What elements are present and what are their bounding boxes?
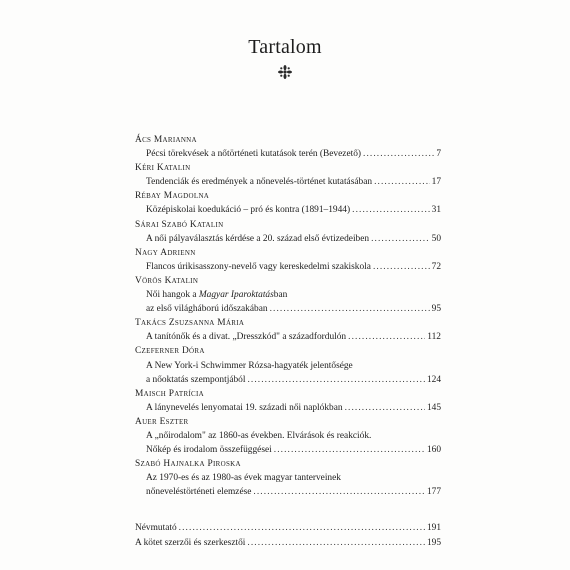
entry-title: A tanítónők és a divat. „Dresszkód" a századfordulón <box>146 332 347 343</box>
leader-dots <box>274 443 425 457</box>
entry-title-line[interactable] <box>135 147 441 161</box>
entry-title: Nőkép és irodalom összefüggései <box>146 445 272 456</box>
entry-title-line[interactable] <box>135 232 441 246</box>
leader-dots <box>348 330 425 344</box>
leader-dots <box>253 485 425 499</box>
entry-title-part: ban <box>273 290 288 301</box>
entry-title: Középiskolai koedukáció – pró és kontra (1891–1944) <box>146 205 351 216</box>
page-number: 191 <box>426 523 441 534</box>
floral-ornament-icon <box>277 64 293 80</box>
entry-title-line[interactable] <box>135 302 441 316</box>
leader-dots <box>179 521 425 535</box>
entry-author: Nagy Adrienn <box>135 247 196 258</box>
entry-title-italic: Magyar Iparoktatás <box>198 290 274 301</box>
entry-title-line[interactable] <box>135 373 441 387</box>
entry-title: Flancos úrikisasszony-nevelő vagy kereskedelmi szakiskola <box>146 261 371 272</box>
table-of-contents <box>135 133 441 550</box>
page-title: Tartalom <box>248 36 322 58</box>
entry-author: Kéri Katalin <box>135 163 191 174</box>
section-gap <box>135 499 441 521</box>
entry-author: Szabó Hajnalka Piroska <box>135 459 241 470</box>
page-number: 72 <box>431 261 441 272</box>
entry-title: Tendenciák és eredmények a nőnevelés-történet kutatásában <box>146 177 373 188</box>
leader-dots <box>373 260 430 274</box>
page-number: 145 <box>426 402 441 413</box>
entry-author: Rébay Magdolna <box>135 191 210 202</box>
entry-author: Auer Eszter <box>135 416 189 427</box>
entry-author: Vörös Katalin <box>135 275 199 286</box>
entry-title-line[interactable] <box>135 443 441 457</box>
entry-title: A „nőirodalom" az 1860-as években. Elvárások és reakciók. <box>146 430 372 441</box>
entry-author: Ács Marianna <box>135 135 197 145</box>
page-number: 195 <box>426 537 441 548</box>
entry-title: A New York-i Schwimmer Rózsa-hagyaték jelentősége <box>146 360 353 371</box>
entry-title-line[interactable] <box>135 429 441 443</box>
leader-dots <box>352 203 430 217</box>
leader-dots <box>247 536 425 550</box>
entry-title-line[interactable] <box>135 485 441 499</box>
page-number: 112 <box>427 332 441 343</box>
entry-title-line[interactable] <box>135 401 441 415</box>
back-matter-line[interactable] <box>135 536 441 550</box>
page-number: 124 <box>426 374 441 385</box>
page-number: 95 <box>431 304 441 315</box>
entry-author: Maisch Patrícia <box>135 388 205 399</box>
leader-dots <box>371 232 430 246</box>
back-matter <box>135 521 441 549</box>
entry-author: Czeferner Dóra <box>135 346 205 357</box>
entry-title: a nőoktatás szempontjából <box>146 374 246 385</box>
entry-title: A lánynevelés lenyomatai 19. századi női naplókban <box>146 402 343 413</box>
entry-title-part: Női hangok a <box>146 290 199 301</box>
entry-title-line[interactable] <box>135 260 441 274</box>
entry-title-line[interactable] <box>135 359 441 373</box>
entry-title-line[interactable] <box>135 471 441 485</box>
entry-title-line[interactable] <box>135 175 441 189</box>
entry-title: az első világháború időszakában <box>146 304 268 315</box>
leader-dots <box>247 373 424 387</box>
page-number: 31 <box>431 205 441 216</box>
entry-title <box>146 288 287 302</box>
entry-author: Sárai Szabó Katalin <box>135 219 224 230</box>
page-number: 177 <box>426 487 441 498</box>
page-number: 7 <box>436 149 441 160</box>
entry-title-line[interactable] <box>135 203 441 217</box>
entry-title-line[interactable] <box>135 330 441 344</box>
leader-dots <box>363 147 434 161</box>
entry-title: A női pályaválasztás kérdése a 20. század első évtizedeiben <box>146 233 370 244</box>
back-matter-line[interactable] <box>135 521 441 535</box>
entry-title-line[interactable] <box>135 288 441 302</box>
back-matter-title: A kötet szerzői és szerkesztői <box>135 537 246 548</box>
entry-title: Pécsi törekvések a nőtörténeti kutatások terén (Bevezető) <box>146 149 362 160</box>
page-number: 50 <box>431 233 441 244</box>
page-number: 160 <box>426 445 441 456</box>
entry-title: nőneveléstörténeti elemzése <box>146 487 252 498</box>
page-number: 17 <box>431 177 441 188</box>
entry-title: Az 1970-es és az 1980-as évek magyar tanterveinek <box>146 473 341 484</box>
leader-dots <box>270 302 430 316</box>
back-matter-title: Névmutató <box>135 523 177 534</box>
leader-dots <box>374 175 430 189</box>
entry-author: Takács Zsuzsanna Mária <box>135 318 245 329</box>
leader-dots <box>345 401 425 415</box>
